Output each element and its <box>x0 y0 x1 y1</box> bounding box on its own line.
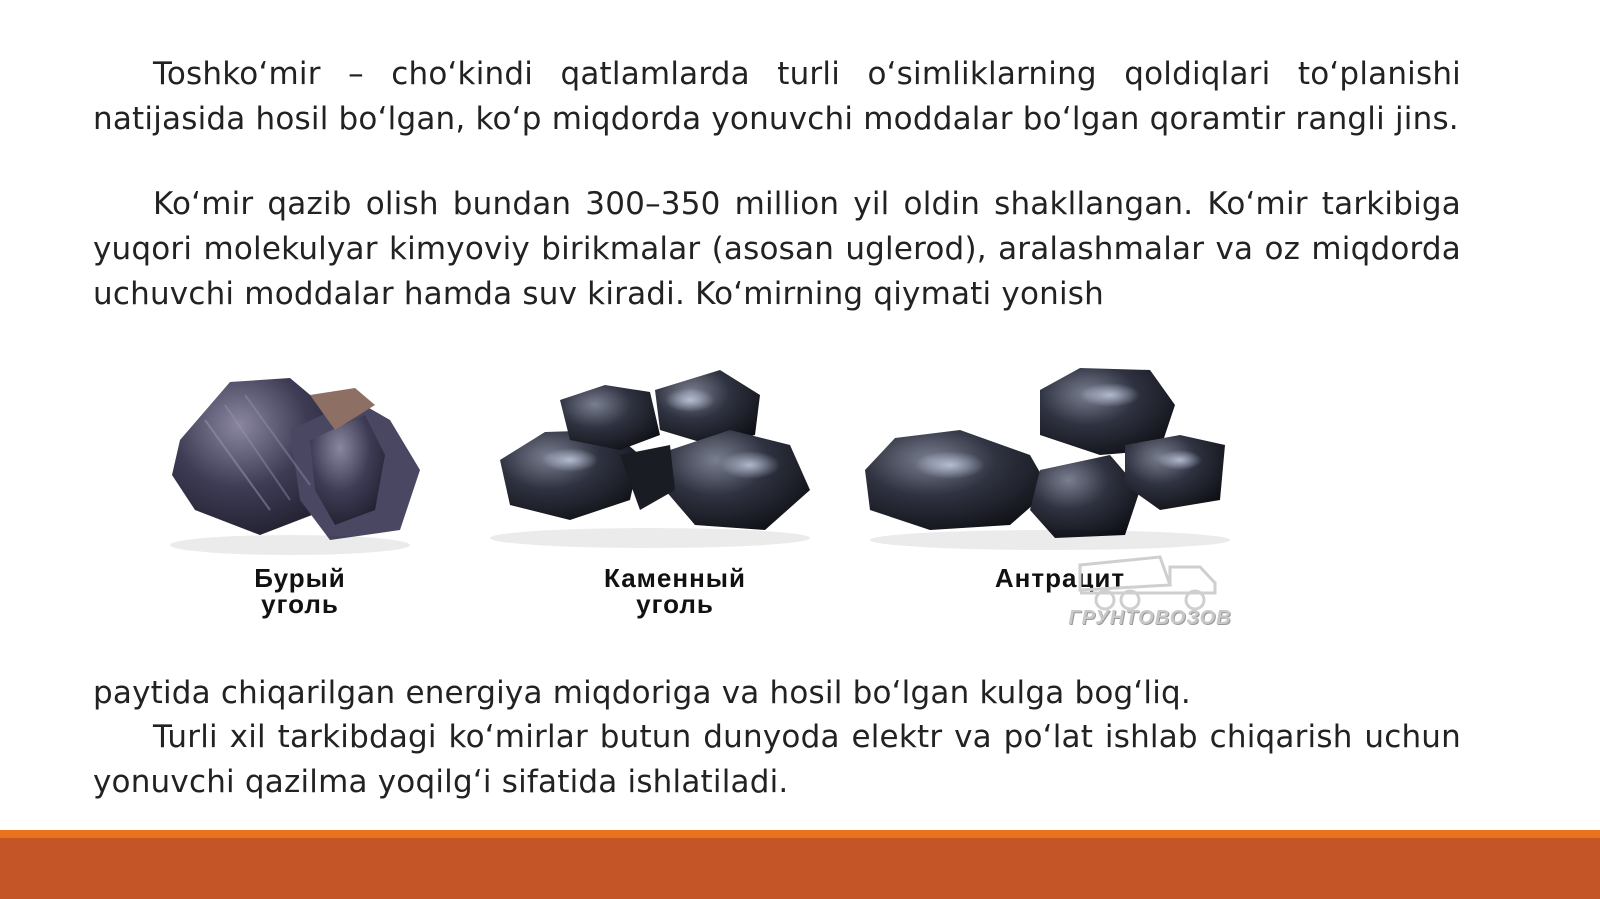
watermark-text: ГРУНТОВОЗОВ <box>1068 607 1232 629</box>
footer-accent-bar <box>0 830 1600 838</box>
watermark <box>1050 545 1250 640</box>
paragraph-coal-value: paytida chiqarilgan energiya miqdoriga va hosil bo‘lgan kulga bog‘liq. <box>93 675 1191 711</box>
coal-types-figure <box>150 360 1290 650</box>
anthracite-image <box>865 368 1230 550</box>
hard-coal-image <box>490 370 810 548</box>
paragraph-coal-formation: Ko‘mir qazib olish bundan 300–350 million yil oldin shakllangan. Ko‘mir tarkibiga yuqori molekulyar kimyoviy birikmalar (asosan uglerod), aralashmalar va oz miqdorda uchuvchi moddalar hamda suv kiradi. Ko‘mirning qiymati yonish <box>93 186 1461 312</box>
label-hard-coal: Каменный уголь <box>604 563 746 619</box>
label-brown-coal: Бурый уголь <box>254 563 346 619</box>
footer-bar <box>0 838 1600 899</box>
brown-coal-image <box>170 378 420 555</box>
paragraph-coal-usage: Turli xil tarkibdagi ko‘mirlar butun dunyoda elektr va po‘lat ishlab chiqarish uchun yonuvchi qazilma yoqilg‘i sifatida ishlatiladi. <box>93 719 1461 800</box>
paragraph-coal-definition: Toshko‘mir – cho‘kindi qatlamlarda turli o‘simliklarning qoldiqlari to‘planishi natijasida hosil bo‘lgan, ko‘p miqdorda yonuvchi moddalar bo‘lgan qoramtir rangli jins. <box>93 56 1461 137</box>
dump-truck-icon <box>1050 545 1250 615</box>
label-anthracite: Антрацит <box>994 563 1126 593</box>
